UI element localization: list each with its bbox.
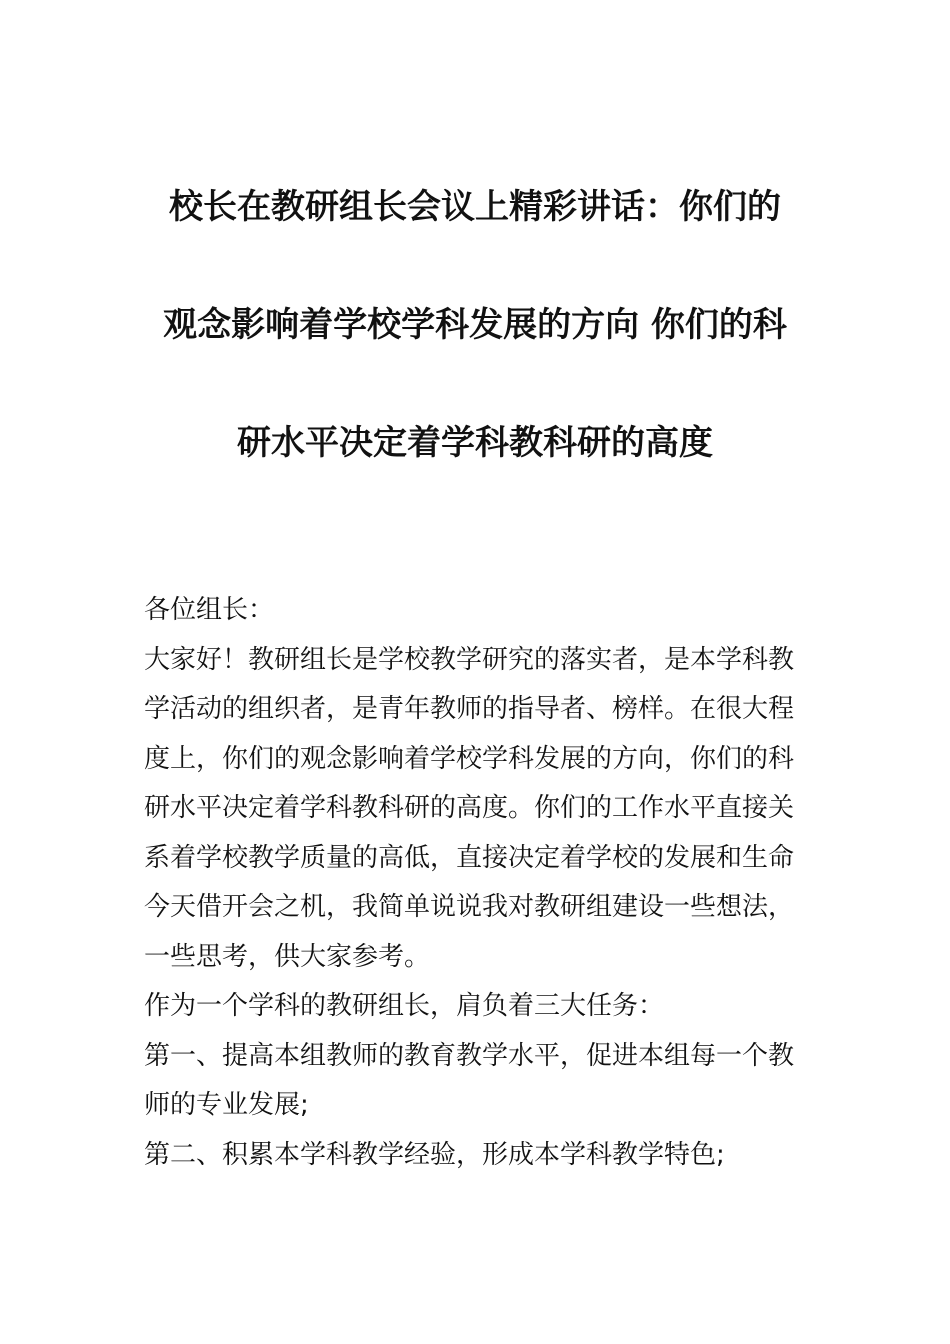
body-line: 作为一个学科的教研组长，肩负着三大任务： — [144, 991, 665, 1021]
document-body — [144, 586, 824, 1180]
body-line: 系着学校教学质量的高低，直接决定着学校的发展和生命 — [144, 842, 795, 873]
body-line: 大家好！教研组长是学校教学研究的落实者，是本学科教 — [144, 644, 795, 675]
document-title — [95, 148, 855, 502]
body-line: 学活动的组织者，是青年教师的指导者、榜样。在很大程 — [144, 694, 795, 724]
salutation: 各位组长： — [144, 595, 275, 625]
title-line: 研水平决定着学科教科研的高度 — [237, 423, 713, 463]
body-line: 今天借开会之机，我简单说说我对教研组建设一些想法， — [144, 892, 795, 922]
body-line: 第一、提高本组教师的教育教学水平，促进本组每一个教 — [144, 1040, 795, 1071]
body-line: 一些思考，供大家参考。 — [144, 941, 431, 972]
title-line: 校长在教研组长会议上精彩讲话：你们的 — [169, 187, 781, 227]
body-line: 师的专业发展; — [144, 1090, 309, 1120]
body-line: 度上，你们的观念影响着学校学科发展的方向，你们的科 — [144, 743, 795, 774]
body-line: 研水平决定着学科教科研的高度。你们的工作水平直接关 — [144, 793, 795, 823]
body-line: 第二、积累本学科教学经验，形成本学科教学特色; — [144, 1139, 725, 1170]
title-line: 观念影响着学校学科发展的方向 你们的科 — [163, 305, 787, 345]
